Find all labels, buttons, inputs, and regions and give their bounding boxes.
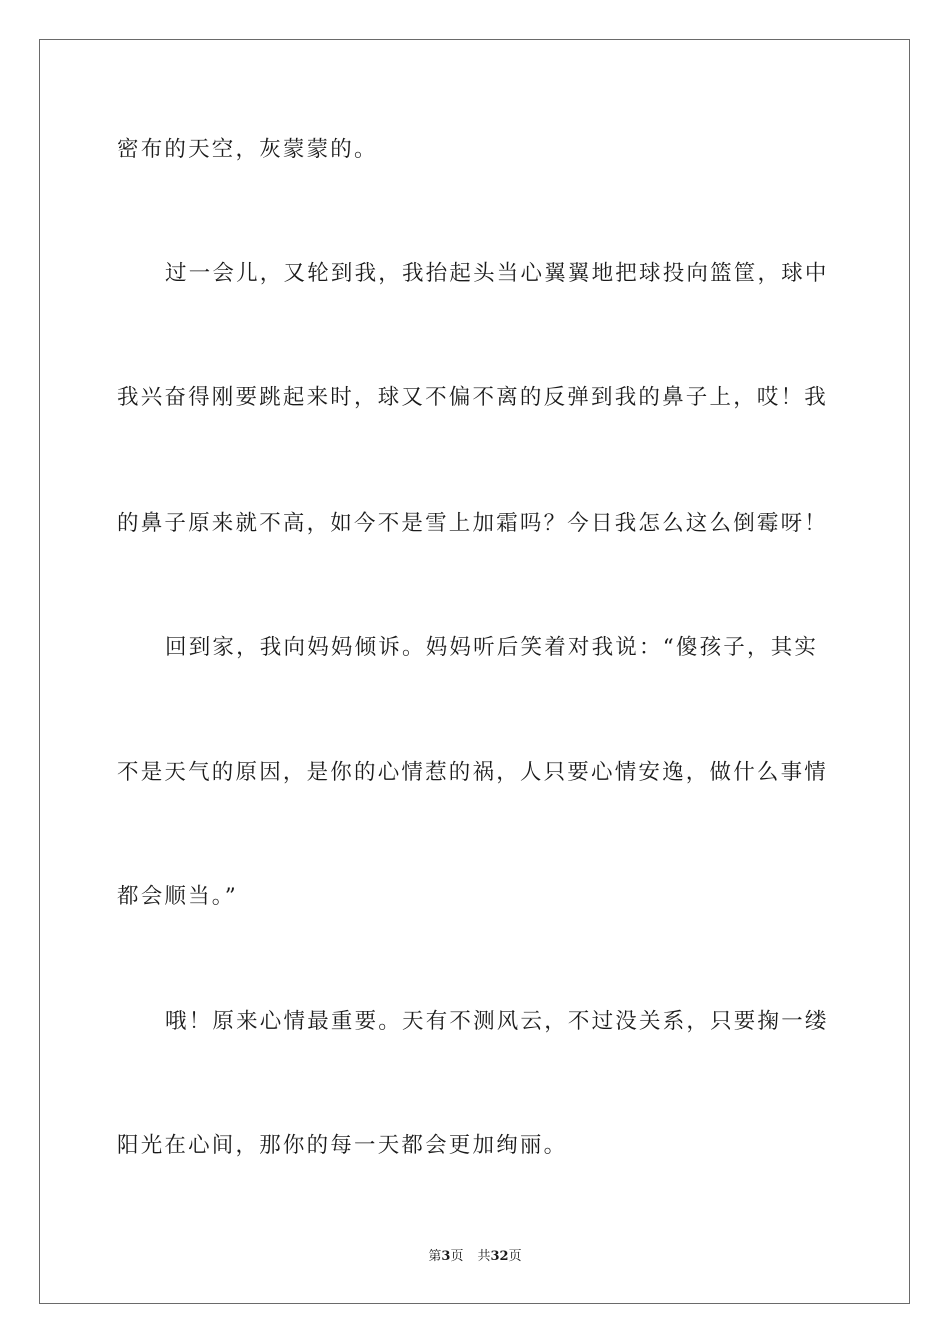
body-text-line: 哦！原来心情最重要。天有不测风云，不过没关系，只要掬一缕 <box>165 1009 829 1034</box>
body-text-line: 我兴奋得刚要跳起来时，球又不偏不离的反弹到我的鼻子上，哎！我 <box>117 385 829 410</box>
page-border <box>39 39 910 1304</box>
total-suffix: 页 <box>508 1249 522 1264</box>
body-text-line: 密布的天空，灰蒙蒙的。 <box>117 137 378 162</box>
page-prefix: 第 <box>428 1249 442 1264</box>
page-suffix: 页 <box>450 1249 464 1264</box>
body-text-line: 过一会儿，又轮到我，我抬起头当心翼翼地把球投向篮筐，球中 <box>165 261 829 286</box>
body-text-line: 回到家，我向妈妈倾诉。妈妈听后笑着对我说：“傻孩子，其实 <box>165 635 819 660</box>
total-prefix: 共 <box>477 1249 491 1264</box>
body-text-line: 的鼻子原来就不高，如今不是雪上加霜吗？今日我怎么这么倒霉呀！ <box>117 511 829 536</box>
body-text-line: 阳光在心间，那你的每一天都会更加绚丽。 <box>117 1133 568 1158</box>
total-pages: 32 <box>490 1249 509 1264</box>
page-footer <box>0 1248 950 1266</box>
body-text-line: 不是天气的原因，是你的心情惹的祸，人只要心情安逸，做什么事情 <box>117 760 829 785</box>
body-text-line: 都会顺当。” <box>117 884 238 909</box>
page-number: 3 <box>441 1249 451 1264</box>
